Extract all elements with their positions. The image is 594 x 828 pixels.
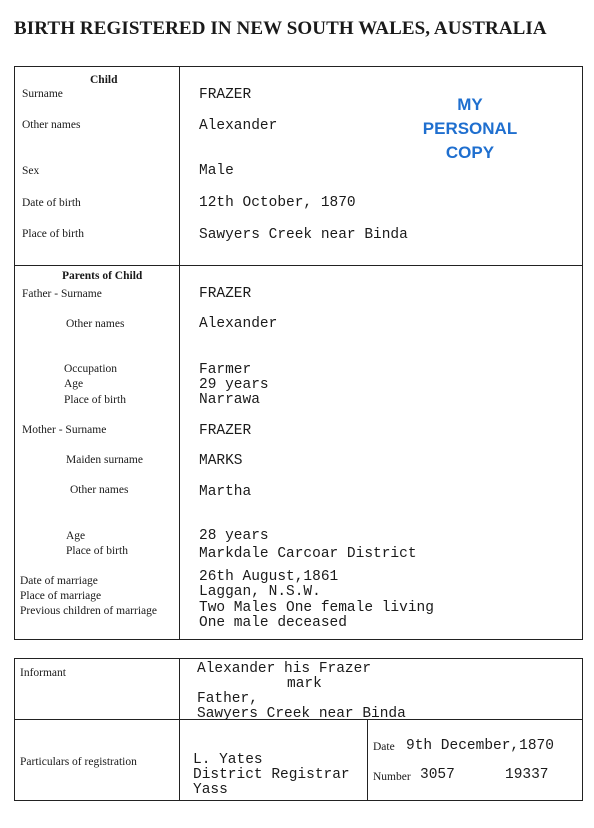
mother-pob-label: Place of birth bbox=[66, 545, 128, 557]
dob-label: Date of birth bbox=[22, 197, 81, 209]
child-sex: Male bbox=[199, 163, 234, 179]
column-divider bbox=[179, 66, 180, 640]
registration-number-label: Number bbox=[373, 771, 411, 783]
informant-name: Alexander his Frazer bbox=[197, 661, 372, 677]
informant-label: Informant bbox=[20, 667, 66, 679]
registration-number: 3057 bbox=[420, 767, 455, 783]
mother-pob: Markdale Carcoar District bbox=[199, 546, 417, 562]
father-age: 29 years bbox=[199, 377, 269, 393]
father-surname: FRAZER bbox=[199, 286, 252, 302]
father-age-label: Age bbox=[64, 378, 84, 390]
maiden-label: Maiden surname bbox=[66, 454, 143, 466]
child-surname: FRAZER bbox=[199, 87, 252, 103]
registration-date: 9th December,1870 bbox=[406, 738, 554, 754]
mother-other-names-label: Other names bbox=[70, 484, 129, 496]
pob-label: Place of birth bbox=[22, 228, 84, 240]
prev-children-line-1: Two Males One female living bbox=[199, 600, 434, 616]
registration-date-label: Date bbox=[373, 741, 395, 753]
informant-relation: Father, bbox=[197, 691, 258, 707]
parents-heading: Parents of Child bbox=[62, 270, 143, 282]
registration-place: Yass bbox=[193, 782, 228, 798]
stamp-line: PERSONAL bbox=[422, 119, 518, 138]
marriage-place-label: Place of marriage bbox=[20, 590, 102, 602]
other-names-label: Other names bbox=[22, 119, 81, 131]
father-pob-label: Place of birth bbox=[64, 394, 126, 406]
stamp-line: COPY bbox=[445, 143, 495, 162]
stamp-line: MY bbox=[457, 95, 483, 114]
occupation-label: Occupation bbox=[64, 363, 118, 375]
father-pob: Narrawa bbox=[199, 392, 260, 408]
occupation: Farmer bbox=[199, 362, 252, 378]
father-other-names-label: Other names bbox=[66, 318, 125, 330]
sex-label: Sex bbox=[22, 165, 40, 177]
father-surname-label: Father - Surname bbox=[22, 288, 102, 300]
registrar-name: L. Yates bbox=[193, 752, 263, 768]
informant-address: Sawyers Creek near Binda bbox=[197, 706, 406, 722]
marriage-date: 26th August,1861 bbox=[199, 569, 339, 585]
mother-age-label: Age bbox=[66, 530, 86, 542]
document-title: BIRTH REGISTERED IN NEW SOUTH WALES, AUSTRALIA bbox=[14, 18, 547, 39]
column-divider bbox=[179, 658, 180, 801]
informant-mark: mark bbox=[287, 676, 322, 692]
maiden-surname: MARKS bbox=[199, 453, 243, 469]
registrar-role: District Registrar bbox=[193, 767, 350, 783]
marriage-date-label: Date of marriage bbox=[20, 575, 98, 587]
prev-children-line-2: One male deceased bbox=[199, 615, 347, 631]
child-pob: Sawyers Creek near Binda bbox=[199, 227, 408, 243]
father-other-names: Alexander bbox=[199, 316, 278, 332]
registration-number-secondary: 19337 bbox=[505, 767, 549, 783]
surname-label: Surname bbox=[22, 88, 63, 100]
mother-other-names: Martha bbox=[199, 484, 252, 500]
marriage-place: Laggan, N.S.W. bbox=[199, 584, 321, 600]
child-other-names: Alexander bbox=[199, 118, 278, 134]
mother-surname: FRAZER bbox=[199, 423, 252, 439]
registration-divider bbox=[367, 719, 368, 801]
registration-label: Particulars of registration bbox=[20, 756, 137, 768]
mother-surname-label: Mother - Surname bbox=[22, 424, 107, 436]
child-dob: 12th October, 1870 bbox=[199, 195, 356, 211]
mother-age: 28 years bbox=[199, 528, 269, 544]
personal-copy-stamp bbox=[407, 93, 533, 165]
prev-children-label: Previous children of marriage bbox=[20, 605, 157, 617]
child-heading: Child bbox=[90, 74, 118, 86]
